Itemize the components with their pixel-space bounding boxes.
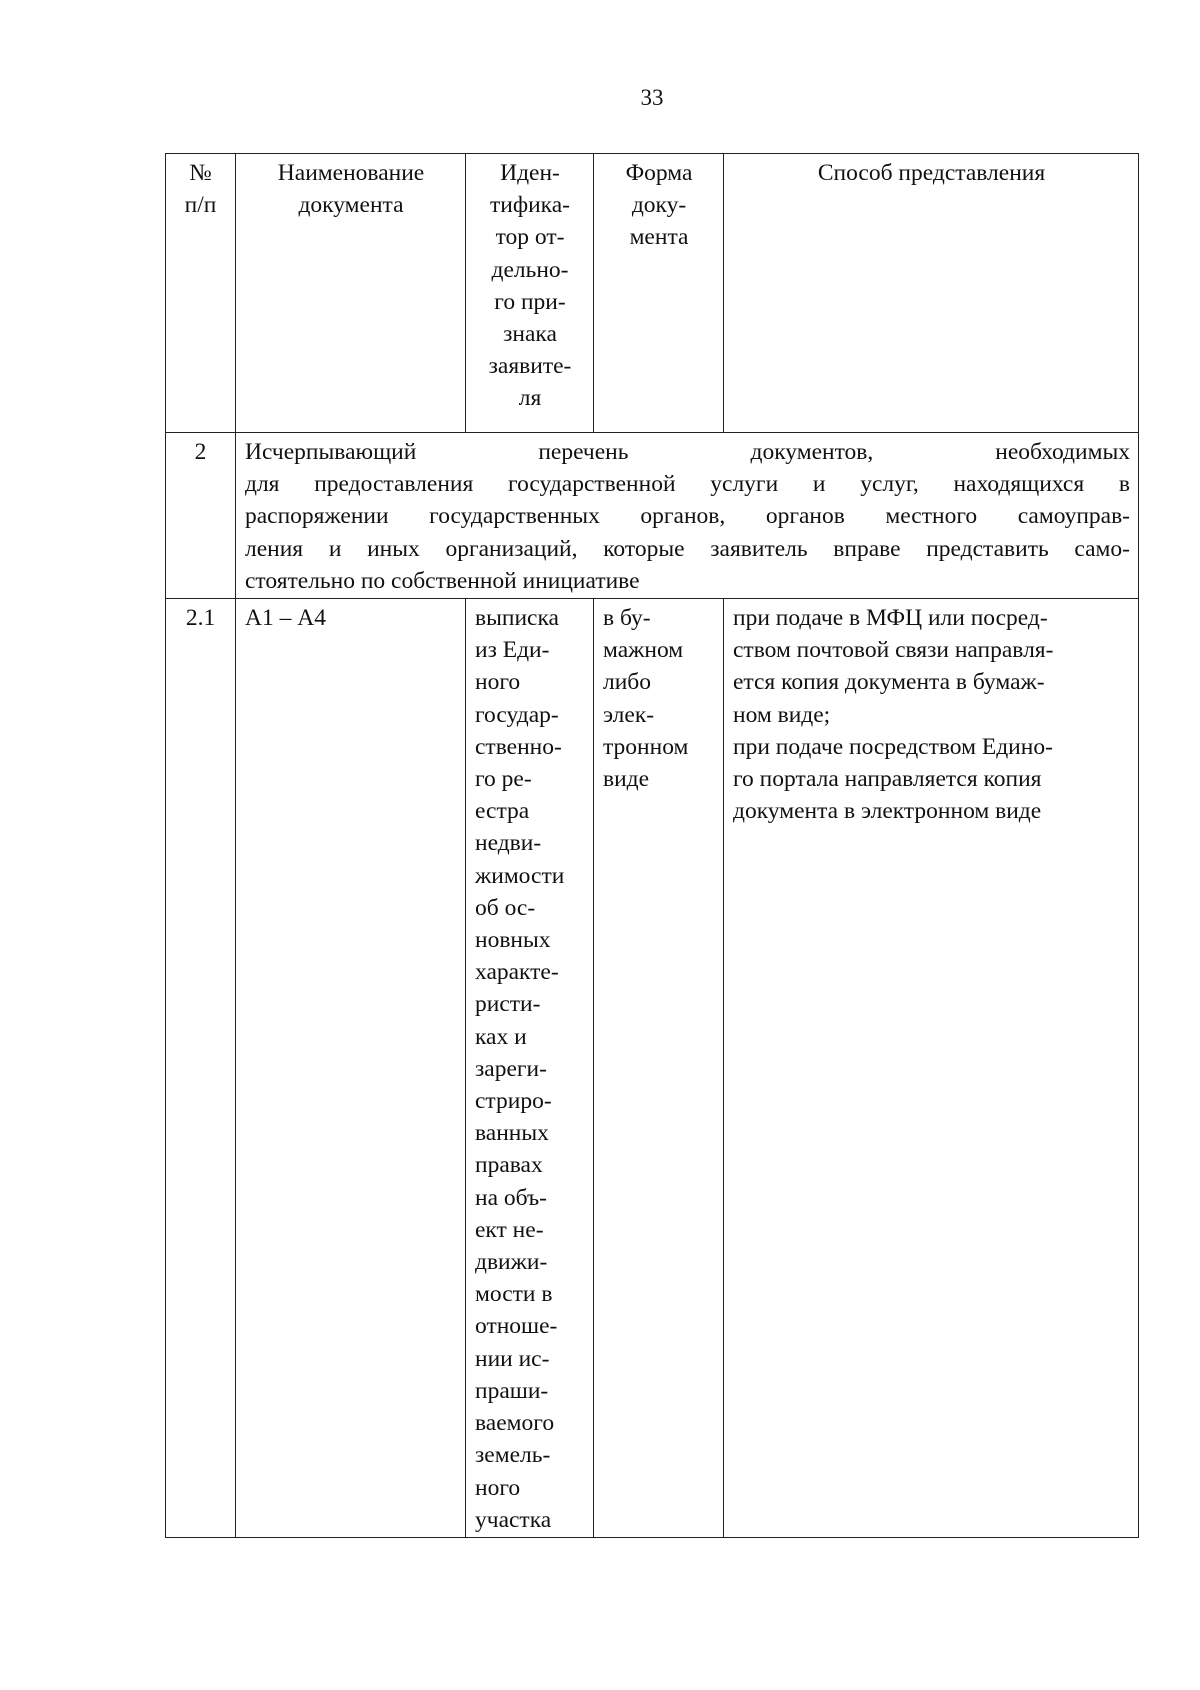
header-num: № п/п (166, 154, 236, 433)
row-identifier: выписка из Еди- ного государ- ственно- го ре- естра недви- жимости об ос- новных характе- ристи- ках и зареги- стриро- ванных правах на объ- ект не- движи- мости в отноше- нии ис- праши- ваемого земель- ного участка (466, 599, 594, 1538)
row-num: 2.1 (166, 599, 236, 1538)
documents-table (165, 153, 1139, 1538)
section-line: ления и иных организаций, которые заявитель вправе представить само- (245, 535, 1130, 562)
section-line: для предоставления государственной услуги и услуг, находящихся в (245, 471, 1130, 498)
section-line: стоятельно по собственной инициативе (245, 567, 640, 594)
section-num: 2 (166, 433, 236, 599)
page-number: 33 (640, 85, 664, 110)
header-submission-method: Способ представления (724, 154, 1139, 433)
section-line: распоряжении государственных органов, органов местного самоуправ- (245, 503, 1130, 530)
row-submission-method: при подаче в МФЦ или посред- ством почтовой связи направля- ется копия документа в бумаж- ном виде; при подаче посредством Едино- го портала направляется копия документа в электронном виде (724, 599, 1139, 1538)
table-header-row (166, 154, 1139, 433)
header-document-name: Наименование документа (236, 154, 466, 433)
section-row (166, 433, 1139, 599)
section-line: Исчерпывающий перечень документов, необходимых (245, 439, 1130, 465)
row-document-form: в бу- мажном либо элек- тронном виде (594, 599, 724, 1538)
section-title (236, 433, 1139, 599)
header-document-form: Форма доку- мента (594, 154, 724, 433)
header-identifier: Иден- тифика- тор от- дельно- го при- знака заявите- ля (466, 154, 594, 433)
row-document-name: А1 – А4 (236, 599, 466, 1538)
table-row (166, 599, 1139, 1538)
